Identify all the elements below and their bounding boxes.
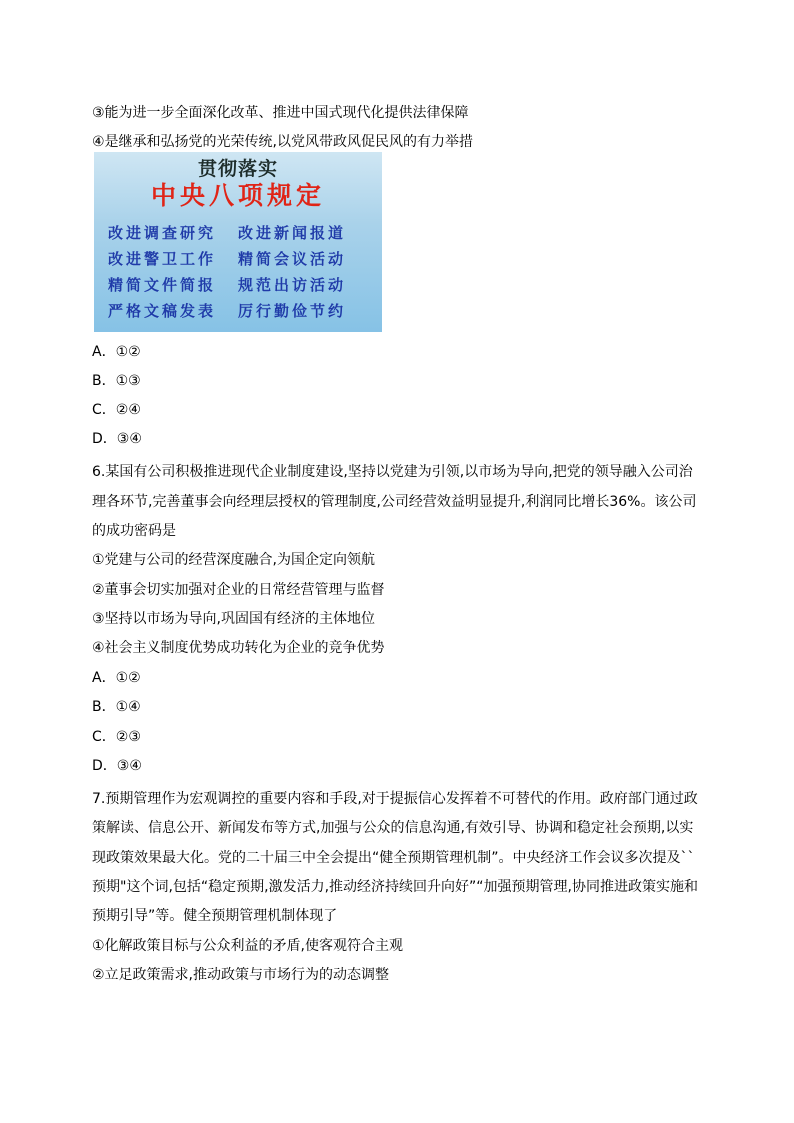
q6-option-b: B．①④ <box>92 699 141 715</box>
q7-stem-line: 策解读、信息公开、新闻发布等方式,加强与公众的信息沟通,有效引导、协调和稳定社会预期,以实 <box>92 820 694 836</box>
q7-statement-1: ①化解政策目标与公众利益的矛盾,使客观符合主观 <box>92 938 403 954</box>
poster-top-text: 贯彻落实 <box>197 158 278 180</box>
poster-item: 改进新闻报道 <box>238 224 347 242</box>
q6-statement-4: ④社会主义制度优势成功转化为企业的竞争优势 <box>92 640 385 656</box>
q7-statement-2: ②立足政策需求,推动政策与市场行为的动态调整 <box>92 967 389 983</box>
poster-item: 改进调查研究 <box>108 224 217 242</box>
poster-item: 精简会议活动 <box>238 250 347 268</box>
q6-stem-line: 6.某国有公司积极推进现代企业制度建设,坚持以党建为引领,以市场为导向,把党的领导融入公司治 <box>92 464 693 480</box>
q6-option-a: A．①② <box>92 670 141 686</box>
eight-point-regulation-poster <box>94 152 382 332</box>
poster-title: 中央八项规定 <box>150 181 325 210</box>
q7-stem-line: 7.预期管理作为宏观调控的重要内容和手段,对于提振信心发挥着不可替代的作用。政府部门通过政 <box>92 791 698 807</box>
q6-stem-line: 的成功密码是 <box>92 523 176 539</box>
q7-stem-line: 现政策效果最大化。党的二十届三中全会提出“健全预期管理机制”。中央经济工作会议多次提及`` <box>92 850 695 866</box>
q5-option-c: C．②④ <box>92 402 141 418</box>
poster-item: 改进警卫工作 <box>108 250 217 268</box>
q5-option-d: D．③④ <box>92 431 142 447</box>
q7-stem-line: 预期"这个词,包括“稳定预期,激发活力,推动经济持续回升向好”“加强预期管理,协同推进政策实施和 <box>92 879 698 895</box>
poster-item-grid <box>108 222 370 322</box>
q6-option-c: C．②③ <box>92 729 141 745</box>
q6-stem-line: 理各环节,完善董事会向经理层授权的管理制度,公司经营效益明显提升,利润同比增长36%。该公司 <box>92 494 697 510</box>
q7-stem-line: 预期引导”等。健全预期管理机制体现了 <box>92 908 338 924</box>
q6-option-d: D．③④ <box>92 758 142 774</box>
q5-statement-3: ③能为进一步全面深化改革、推进中国式现代化提供法律保障 <box>92 105 469 121</box>
poster-item: 厉行勤俭节约 <box>238 302 347 320</box>
poster-item: 严格文稿发表 <box>108 302 217 320</box>
q6-statement-3: ③坚持以市场为导向,巩固国有经济的主体地位 <box>92 611 375 627</box>
q5-option-b: B．①③ <box>92 373 141 389</box>
q5-option-a: A．①② <box>92 344 141 360</box>
q5-statement-4: ④是继承和弘扬党的光荣传统,以党风带政风促民风的有力举措 <box>92 134 473 150</box>
q6-statement-1: ①党建与公司的经营深度融合,为国企定向领航 <box>92 552 375 568</box>
poster-item: 规范出访活动 <box>238 276 347 294</box>
q6-statement-2: ②董事会切实加强对企业的日常经营管理与监督 <box>92 582 385 598</box>
poster-item: 精简文件简报 <box>108 276 217 294</box>
